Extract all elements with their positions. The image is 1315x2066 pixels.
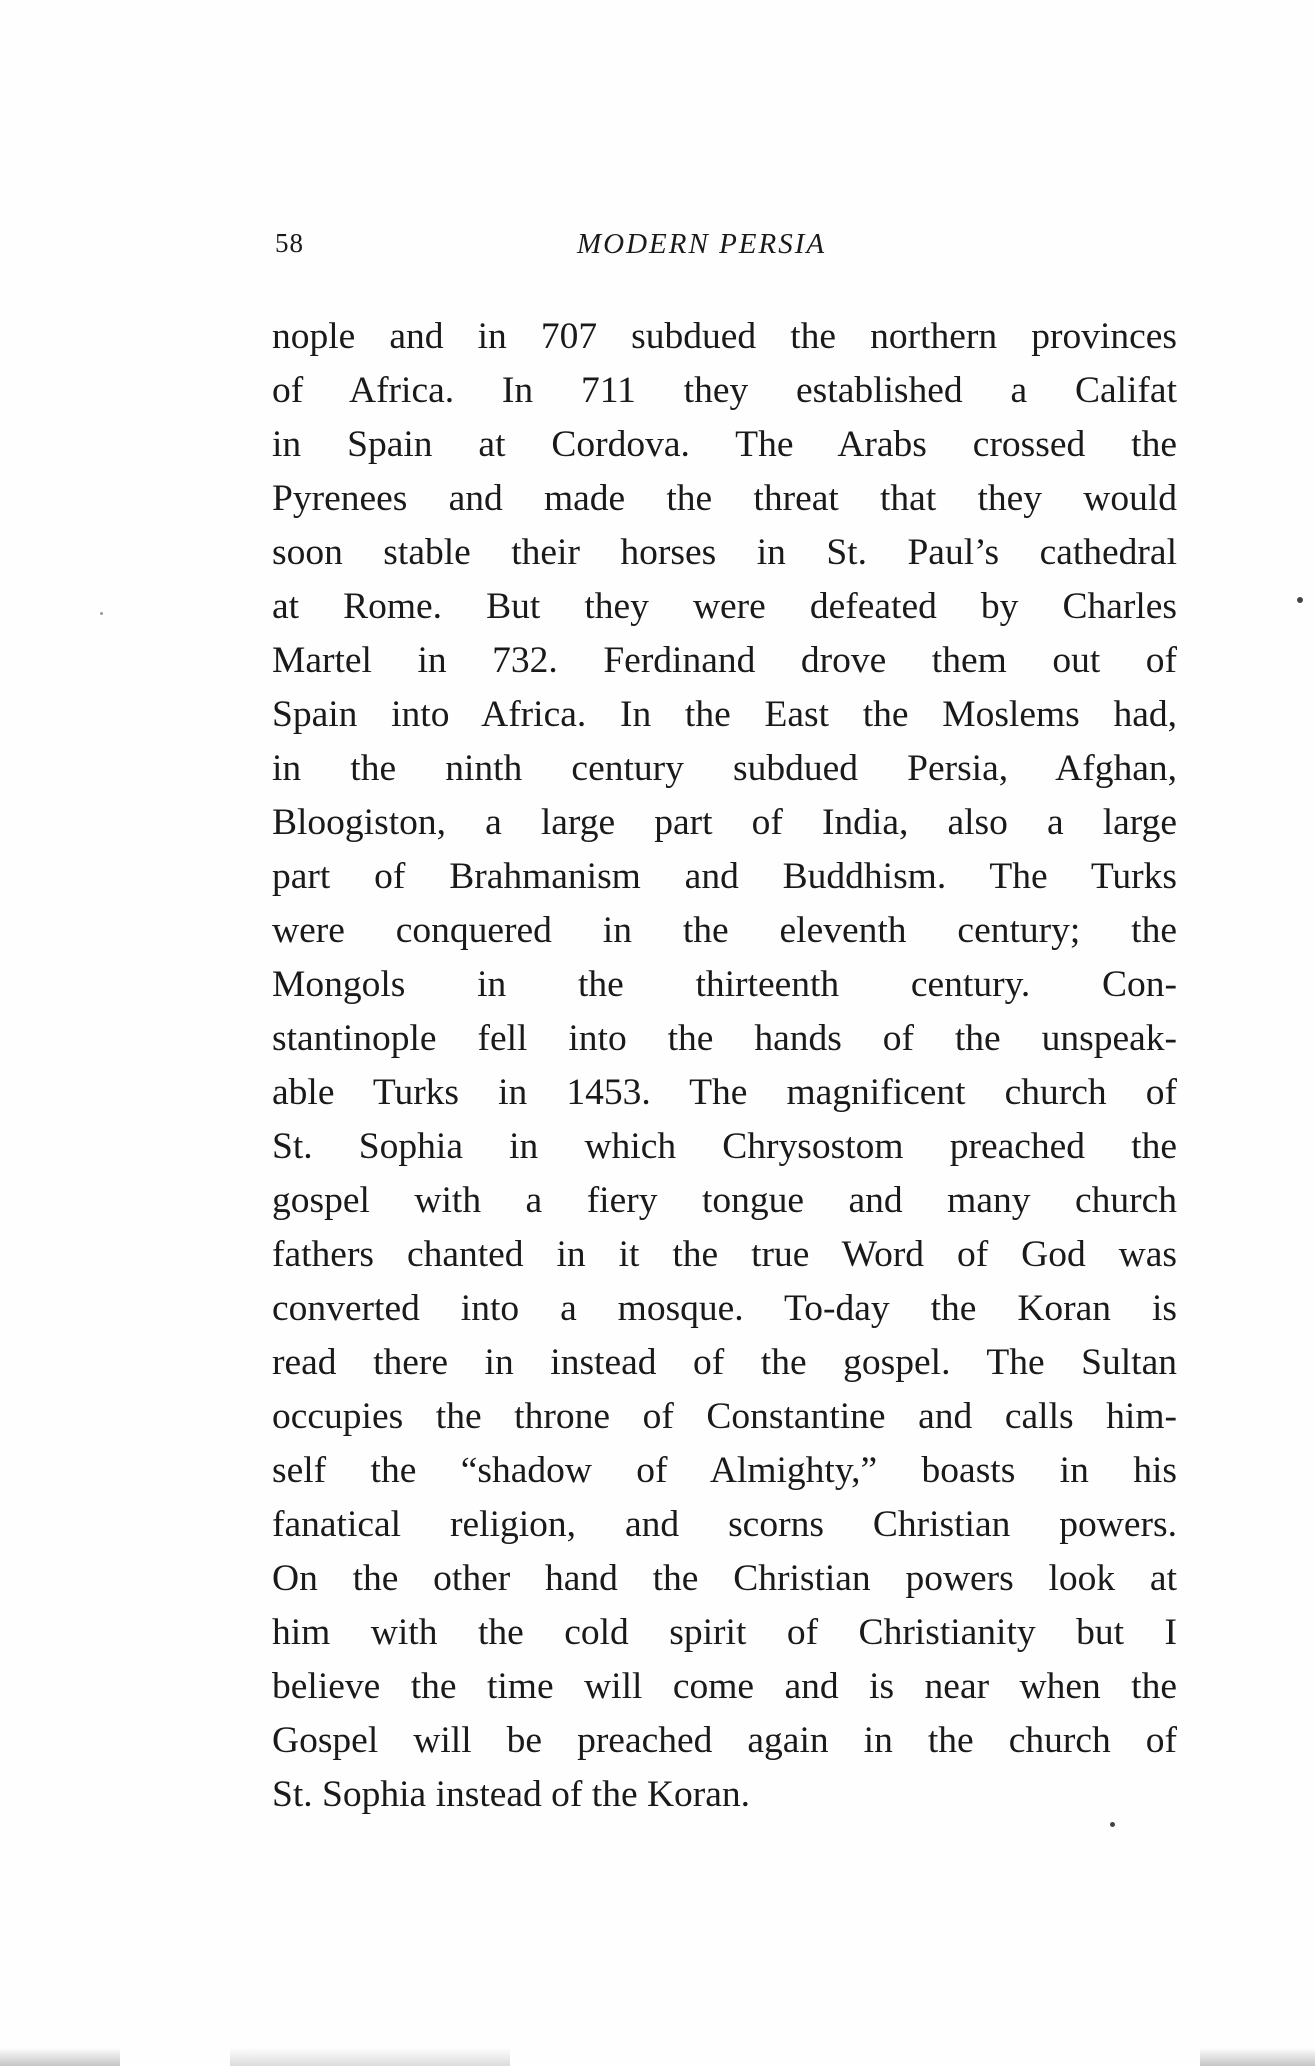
text-line: Martel in 732. Ferdinand drove them out of (272, 640, 1177, 681)
text-line: believe the time will come and is near when the (272, 1666, 1177, 1707)
scan-speck (1110, 1822, 1115, 1827)
text-line: Gospel will be preached again in the church of (272, 1720, 1177, 1761)
text-line: gospel with a fiery tongue and many church (272, 1180, 1177, 1221)
text-line: converted into a mosque. To-day the Koran is (272, 1288, 1177, 1329)
scan-edge-smudge (1200, 2048, 1315, 2066)
text-line: were conquered in the eleventh century; the (272, 910, 1177, 951)
text-line: stantinople fell into the hands of the unspeak- (272, 1018, 1177, 1059)
text-line: Pyrenees and made the threat that they would (272, 478, 1177, 519)
text-line-last: St. Sophia instead of the Koran. (272, 1774, 751, 1815)
page-number: 58 (275, 228, 304, 258)
text-line: On the other hand the Christian powers look at (272, 1558, 1177, 1599)
text-line: Bloogiston, a large part of India, also a large (272, 802, 1177, 843)
text-line: part of Brahmanism and Buddhism. The Turks (272, 856, 1177, 897)
text-line: fanatical religion, and scorns Christian powers. (272, 1504, 1177, 1545)
text-line: nople and in 707 subdued the northern provinces (272, 316, 1177, 357)
text-line: Mongols in the thirteenth century. Con- (272, 964, 1177, 1005)
text-line: at Rome. But they were defeated by Charles (272, 586, 1177, 627)
scan-speck (100, 612, 103, 615)
running-head (275, 228, 895, 264)
body-text (272, 310, 1177, 1822)
running-title: MODERN PERSIA (577, 228, 827, 260)
text-line: able Turks in 1453. The magnificent church of (272, 1072, 1177, 1113)
text-line: of Africa. In 711 they established a Califat (272, 370, 1177, 411)
text-line: soon stable their horses in St. Paul’s cathedral (272, 532, 1177, 573)
text-line: self the “shadow of Almighty,” boasts in his (272, 1450, 1177, 1491)
text-line: him with the cold spirit of Christianity but I (272, 1612, 1177, 1653)
text-line: Spain into Africa. In the East the Moslems had, (272, 694, 1177, 735)
text-line: St. Sophia in which Chrysostom preached the (272, 1126, 1177, 1167)
scan-edge-smudge (0, 2048, 120, 2066)
scan-edge-smudge (230, 2048, 510, 2066)
text-line: occupies the throne of Constantine and calls him- (272, 1396, 1177, 1437)
text-line: in the ninth century subdued Persia, Afghan, (272, 748, 1177, 789)
text-line: in Spain at Cordova. The Arabs crossed the (272, 424, 1177, 465)
text-line: fathers chanted in it the true Word of God was (272, 1234, 1177, 1275)
text-line: read there in instead of the gospel. The Sultan (272, 1342, 1177, 1383)
scan-speck (1297, 597, 1303, 603)
